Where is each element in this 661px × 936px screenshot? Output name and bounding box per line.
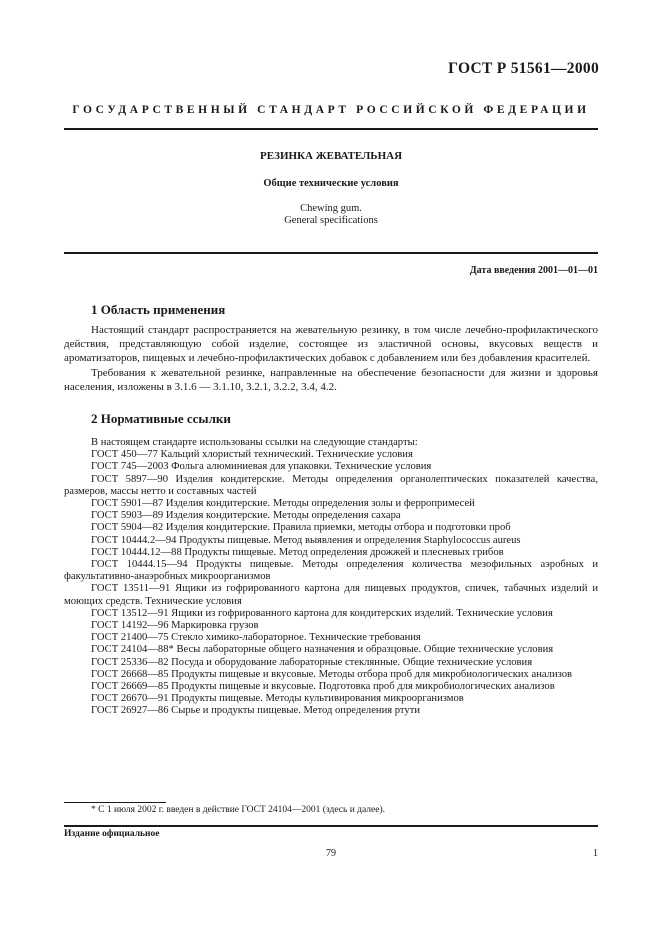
reference-item: ГОСТ 5903—89 Изделия кондитерские. Методы определения сахара — [91, 510, 401, 522]
section-1-paragraph: Требования к жевательной резинке, направленные на обеспечение безопасности для жизни и здоровья населения, изложены в 3.1.6 — 3.1.10, 3.2.1, 3.2.2, 3.4, 4.2. — [64, 366, 598, 393]
english-title-line2: General specifications — [284, 215, 378, 226]
section-2-heading: 2 Нормативные ссылки — [91, 411, 231, 426]
edition-label: Издание официальное — [64, 829, 160, 839]
reference-item: ГОСТ 25336—82 Посуда и оборудование лабораторные стеклянные. Общие технические условия — [91, 656, 533, 668]
footer-divider — [64, 825, 598, 827]
standard-subtitle: Общие технические условия — [263, 178, 399, 189]
reference-item: ГОСТ 21400—75 Стекло химико-лабораторное. Технические требования — [91, 632, 421, 644]
header-divider — [64, 128, 598, 130]
reference-item: ГОСТ 13511—91 Ящики из гофрированного картона для пищевых продуктов, спичек, табачных изделий и моющих средств. Технические условия — [64, 583, 598, 607]
standard-title: РЕЗИНКА ЖЕВАТЕЛЬНАЯ — [259, 150, 403, 162]
reference-item: ГОСТ 450—77 Кальций хлористый технический. Технические условия — [91, 449, 413, 461]
reference-item: ГОСТ 10444.2—94 Продукты пищевые. Метод выявления и определения Staphylococcus aureus — [91, 534, 521, 546]
gost-code: ГОСТ Р 51561—2000 — [448, 60, 599, 77]
reference-item: ГОСТ 14192—96 Маркировка грузов — [91, 620, 259, 632]
references-list — [64, 437, 598, 718]
state-standard-heading: ГОСУДАРСТВЕННЫЙ СТАНДАРТ РОССИЙСКОЙ ФЕДЕРАЦИИ — [72, 104, 590, 116]
section-1-body — [64, 323, 598, 394]
footnote-divider — [64, 802, 166, 803]
reference-item: ГОСТ 24104—88* Весы лабораторные общего назначения и образцовые. Общие технические условия — [91, 644, 554, 656]
reference-item: ГОСТ 26668—85 Продукты пищевые и вкусовые. Методы отбора проб для микробиологических анализов — [91, 668, 573, 680]
english-title — [64, 203, 598, 227]
reference-item: ГОСТ 5901—87 Изделия кондитерские. Методы определения золы и ферропримесей — [91, 498, 475, 510]
reference-item: ГОСТ 5897—90 Изделия кондитерские. Методы определения органолептических показателей качества, размеров, массы нетто и составных частей — [64, 473, 598, 497]
reference-item: ГОСТ 13512—91 Ящики из гофрированного картона для кондитерских изделий. Технические условия — [91, 607, 553, 619]
page-number: 79 — [326, 848, 336, 859]
reference-item: ГОСТ 26670—91 Продукты пищевые. Методы культивирования микроорганизмов — [91, 693, 464, 705]
title-divider — [64, 252, 598, 254]
english-title-line1: Chewing gum. — [300, 203, 362, 214]
reference-item: ГОСТ 26669—85 Продукты пищевые и вкусовые. Подготовка проб для микробиологических анализов — [91, 681, 555, 693]
reference-item: ГОСТ 10444.15—94 Продукты пищевые. Методы определения количества мезофильных аэробных и факультативно-анаэробных микроорганизмов — [64, 559, 598, 583]
reference-item: ГОСТ 10444.12—88 Продукты пищевые. Метод определения дрожжей и плесневых грибов — [91, 546, 504, 558]
sheet-number: 1 — [593, 848, 598, 859]
reference-item: ГОСТ 5904—82 Изделия кондитерские. Правила приемки, методы отбора и подготовки проб — [91, 522, 511, 534]
section-1-heading: 1 Область применения — [91, 302, 226, 317]
reference-item: ГОСТ 26927—86 Сырье и продукты пищевые. Метод определения ртути — [91, 705, 421, 717]
references-intro: В настоящем стандарте использованы ссылки на следующие стандарты: — [91, 437, 418, 448]
section-1-paragraph: Настоящий стандарт распространяется на жевательную резинку, в том числе лечебно-профилактического действия, представляющую собой изделие, состоящее из эластичной основы, вкусовых веществ и ароматизаторов, пищевых и лечебно-профилактических добавок с добавлением или без добавления красителей. — [64, 324, 598, 365]
footnote: * С 1 июля 2002 г. введен в действие ГОСТ 24104—2001 (здесь и далее). — [91, 805, 386, 815]
reference-item: ГОСТ 745—2003 Фольга алюминиевая для упаковки. Технические условия — [91, 461, 432, 473]
introduction-date: Дата введения 2001—01—01 — [469, 265, 598, 276]
